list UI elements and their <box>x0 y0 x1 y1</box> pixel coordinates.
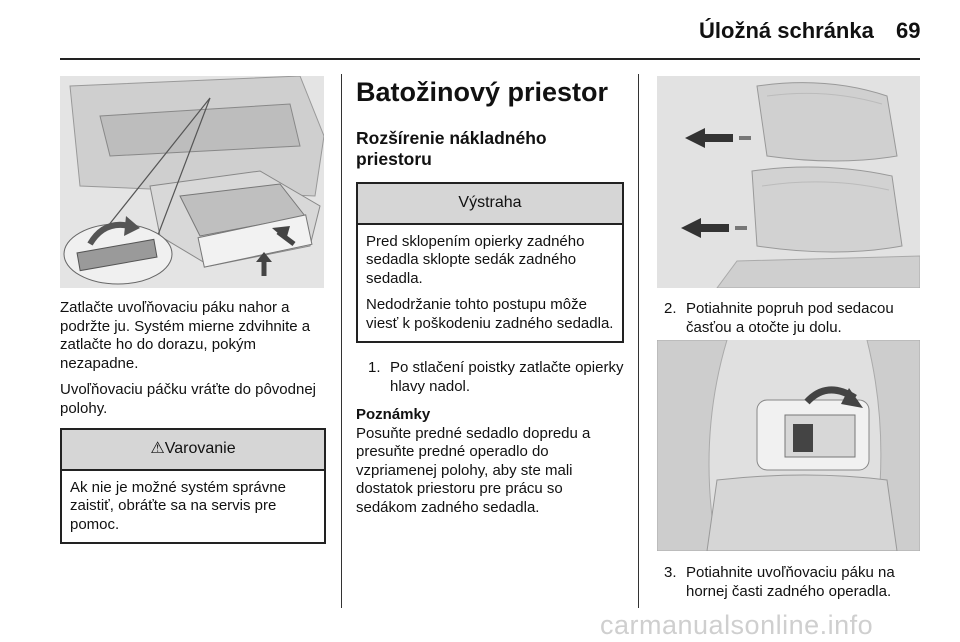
caution-header: Výstraha <box>358 184 622 225</box>
warning-body <box>62 471 324 543</box>
step-2-text: Potiahnite popruh pod sedacou časťou a otočte ju dolu. <box>686 300 894 336</box>
column-divider-1 <box>341 74 342 608</box>
note-block <box>356 406 624 517</box>
watermark: carmanualsonline.info <box>600 610 874 640</box>
seat-strap-drawing <box>657 340 920 551</box>
page-header-title: Úložná schránka <box>699 18 874 43</box>
page-number: 69 <box>896 18 921 43</box>
subsection-title: Rozšírenie nákladného priestoru <box>356 128 547 169</box>
headrest-drawing <box>657 76 920 288</box>
note-title: Poznámky <box>356 406 431 423</box>
caution-body <box>358 225 622 342</box>
warning-header <box>62 430 324 471</box>
section-title: Batožinový priestor <box>356 77 609 107</box>
column-3-step-2 <box>664 300 920 337</box>
step-2 <box>664 300 920 337</box>
step-1 <box>356 359 624 396</box>
column-1 <box>60 299 326 544</box>
lever-release-drawing <box>60 76 324 288</box>
column-2 <box>356 76 624 517</box>
caution-box <box>356 182 624 343</box>
header-rule <box>60 58 920 60</box>
lever-return-paragraph: Uvoľňovaciu páčku vráťte do pôvodnej polohy. <box>60 381 316 417</box>
seat-strap-illustration <box>657 340 920 551</box>
step-2-number: 2. <box>664 300 677 317</box>
warning-title: Varovanie <box>164 440 236 457</box>
column-divider-2 <box>638 74 639 608</box>
step-3-text: Potiahnite uvoľňovaciu páku na hornej časti zadného operadla. <box>686 564 895 600</box>
step-3 <box>664 564 920 601</box>
warning-icon: ⚠ <box>150 440 165 457</box>
warning-text: Ak nie je možné systém správne zaistiť, obráťte sa na servis pre pomoc. <box>70 478 286 533</box>
step-1-text: Po stlačení poistky zatlačte opierky hlavy nadol. <box>390 359 624 395</box>
lever-instruction-paragraph: Zatlačte uvoľňovaciu páku nahor a podržte ju. Systém mierne zdvihnite a zatlačte ho do dorazu, pokým nezapadne. <box>60 299 311 372</box>
caution-text-1: Pred sklopením opierky zadného sedadla sklopte sedák zadného sedadla. <box>366 232 585 287</box>
lever-release-illustration <box>60 76 324 288</box>
headrest-arrows-illustration <box>657 76 920 288</box>
step-1-number: 1. <box>368 359 381 376</box>
warning-box <box>60 428 326 544</box>
note-text: Posuňte predné sedadlo dopredu a presuňte predné operadlo do vzpriamenej polohy, aby ste mali dostatok priestoru pre prácu so sedákom zadného sedadla. <box>356 424 591 516</box>
caution-text-2: Nedodržanie tohto postupu môže viesť k poškodeniu zadného sedadla. <box>366 296 614 332</box>
column-3-step-3 <box>664 564 920 601</box>
step-3-number: 3. <box>664 564 677 581</box>
